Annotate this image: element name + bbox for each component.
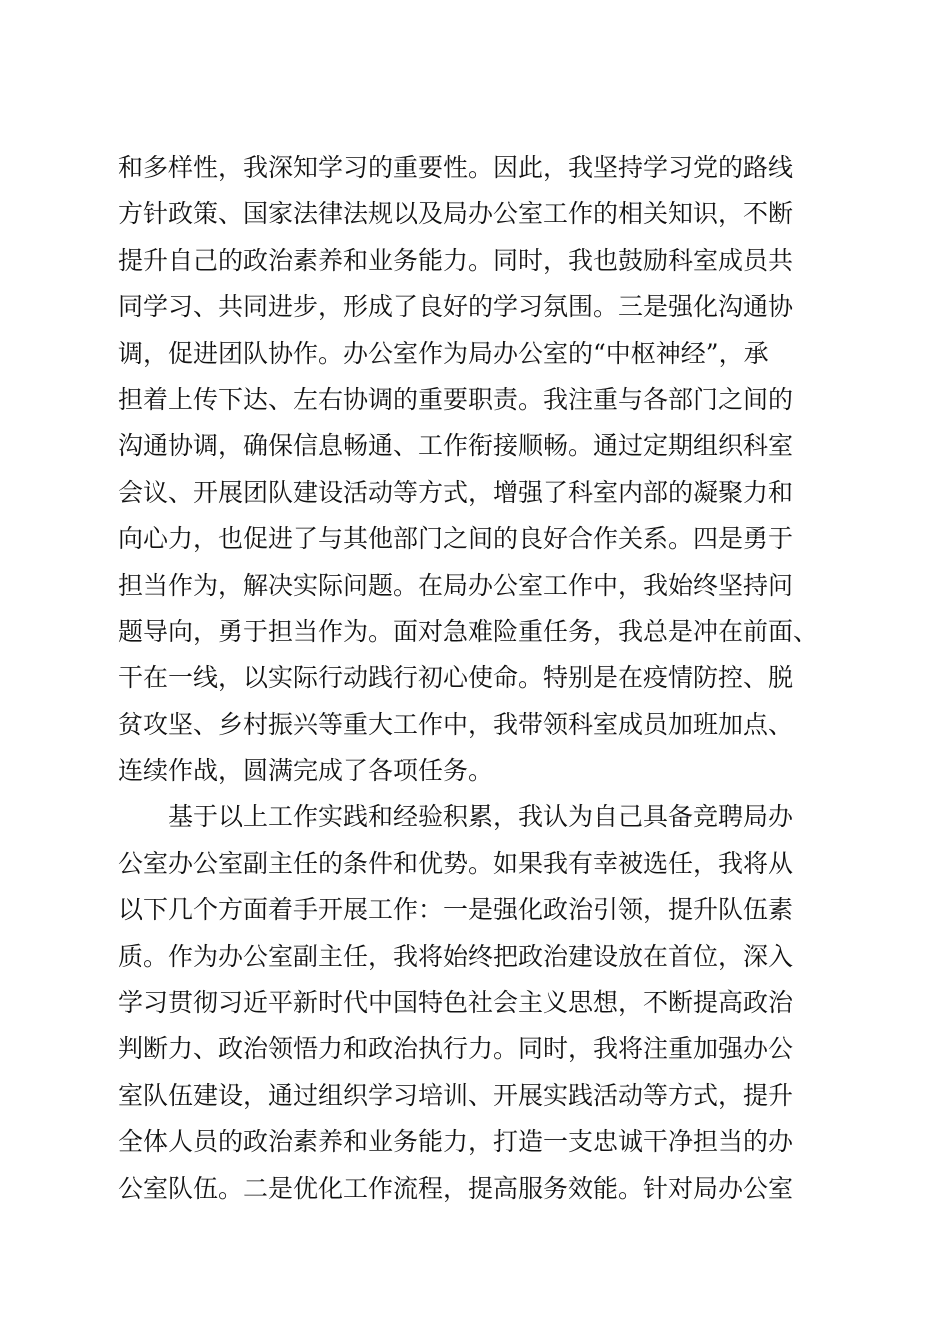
text-line: 贫攻坚、乡村振兴等重大工作中，我带领科室成员加班加点、 — [118, 709, 794, 739]
text-line: 室队伍建设，通过组织学习培训、开展实践活动等方式，提升 — [118, 1080, 794, 1110]
text-line: 调，促进团队协作。办公室作为局办公室的“中枢神经”，承 — [118, 338, 769, 368]
text-line: 以下几个方面着手开展工作：一是强化政治引领，提升队伍素 — [118, 895, 794, 925]
text-line: 担着上传下达、左右协调的重要职责。我注重与各部门之间的 — [118, 384, 794, 414]
text-line: 题导向，勇于担当作为。面对急难险重任务，我总是冲在前面、 — [118, 616, 819, 646]
text-line: 干在一线，以实际行动践行初心使命。特别是在疫情防控、脱 — [118, 663, 794, 693]
text-line: 公室队伍。二是优化工作流程，提高服务效能。针对局办公室 — [118, 1173, 794, 1203]
text-line: 学习贯彻习近平新时代中国特色社会主义思想，不断提高政治 — [118, 988, 794, 1018]
text-line: 担当作为，解决实际问题。在局办公室工作中，我始终坚持问 — [118, 570, 794, 600]
text-line: 向心力，也促进了与其他部门之间的良好合作关系。四是勇于 — [118, 524, 794, 554]
text-line: 连续作战，圆满完成了各项任务。 — [118, 756, 494, 786]
text-line: 会议、开展团队建设活动等方式，增强了科室内部的凝聚力和 — [118, 477, 794, 507]
text-line: 和多样性，我深知学习的重要性。因此，我坚持学习党的路线 — [118, 153, 794, 182]
text-line: 方针政策、国家法律法规以及局办公室工作的相关知识，不断 — [118, 199, 794, 229]
paragraph-2 — [118, 794, 838, 1212]
text-line: 同学习、共同进步，形成了良好的学习氛围。三是强化沟通协 — [118, 292, 794, 322]
text-line: 基于以上工作实践和经验积累，我认为自己具备竞聘局办 — [168, 802, 794, 832]
text-line: 质。作为办公室副主任，我将始终把政治建设放在首位，深入 — [118, 941, 794, 971]
text-line: 提升自己的政治素养和业务能力。同时，我也鼓励科室成员共 — [118, 245, 794, 275]
text-line: 沟通协调，确保信息畅通、工作衔接顺畅。通过定期组织科室 — [118, 431, 794, 461]
paragraph-1 — [118, 145, 838, 794]
text-line: 公室办公室副主任的条件和优势。如果我有幸被选任，我将从 — [118, 848, 794, 878]
text-line: 全体人员的政治素养和业务能力，打造一支忠诚干净担当的办 — [118, 1127, 794, 1157]
body-text — [118, 145, 838, 1212]
text-line: 判断力、政治领悟力和政治执行力。同时，我将注重加强办公 — [118, 1034, 794, 1064]
